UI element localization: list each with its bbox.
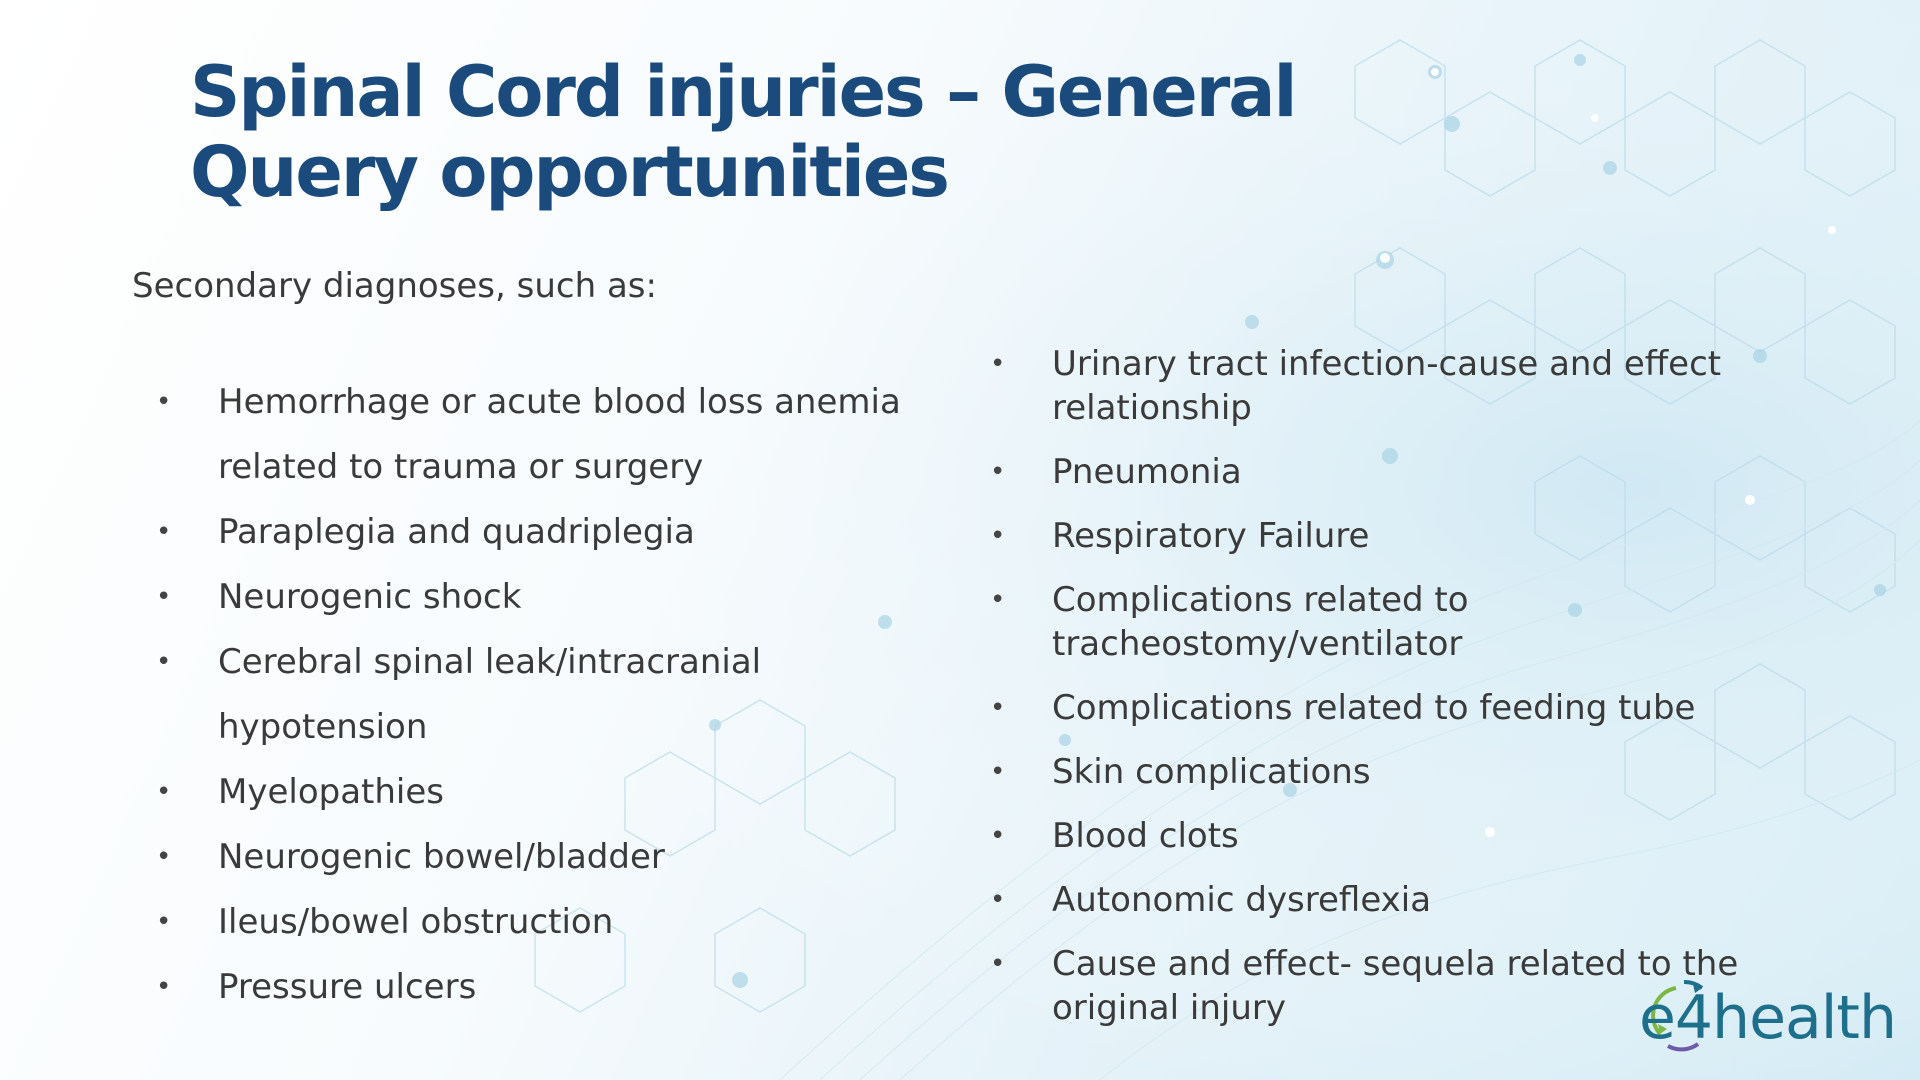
list-item	[990, 750, 1750, 794]
intro-text: Secondary diagnoses, such as:	[132, 266, 657, 306]
right-bullet-list	[990, 342, 1750, 1050]
bullet-icon: •	[156, 972, 172, 1002]
bullet-icon: •	[156, 387, 172, 417]
list-item-text: Hemorrhage or acute blood loss anemia related to trauma or surgery	[218, 382, 901, 487]
list-item-text: Neurogenic bowel/bladder	[218, 837, 665, 877]
list-item	[156, 825, 916, 890]
slide-title: Spinal Cord injuries – General Query opportunities	[190, 51, 1296, 213]
list-item-text: Cerebral spinal leak/intracranial hypotension	[218, 642, 762, 747]
list-item-text: Pneumonia	[1052, 452, 1242, 492]
list-item	[156, 955, 916, 1020]
list-item	[990, 814, 1750, 858]
logo-text: e4health	[1638, 983, 1896, 1053]
list-item-text: Cause and effect- sequela related to the original injury	[1052, 944, 1739, 1028]
list-item-text: Urinary tract infection-cause and effect relationship	[1052, 344, 1722, 428]
list-item	[156, 890, 916, 955]
left-bullet-list	[156, 370, 916, 1020]
list-item	[156, 500, 916, 565]
bullet-icon: •	[156, 517, 172, 547]
bullet-icon: •	[990, 349, 1006, 379]
list-item	[990, 878, 1750, 922]
bullet-icon: •	[990, 693, 1006, 723]
bullet-icon: •	[156, 907, 172, 937]
list-item	[156, 760, 916, 825]
list-item	[990, 514, 1750, 558]
bullet-icon: •	[156, 842, 172, 872]
list-item	[990, 942, 1750, 1030]
bullet-icon: •	[990, 521, 1006, 551]
bullet-icon: •	[990, 457, 1006, 487]
list-item-text: Blood clots	[1052, 816, 1239, 856]
list-item-text: Paraplegia and quadriplegia	[218, 512, 695, 552]
bullet-icon: •	[990, 757, 1006, 787]
bullet-icon: •	[156, 777, 172, 807]
list-item	[990, 342, 1750, 430]
list-item-text: Complications related to tracheostomy/ventilator	[1052, 580, 1469, 664]
list-item-text: Skin complications	[1052, 752, 1371, 792]
list-item	[156, 565, 916, 630]
bullet-icon: •	[990, 585, 1006, 615]
bullet-icon: •	[156, 647, 172, 677]
list-item-text: Ileus/bowel obstruction	[218, 902, 614, 942]
list-item-text: Pressure ulcers	[218, 967, 477, 1007]
list-item-text: Neurogenic shock	[218, 577, 522, 617]
list-item-text: Myelopathies	[218, 772, 444, 812]
bullet-icon: •	[990, 821, 1006, 851]
list-item-text: Autonomic dysreflexia	[1052, 880, 1432, 920]
list-item-text: Respiratory Failure	[1052, 516, 1370, 556]
list-item	[990, 578, 1750, 666]
bullet-icon: •	[156, 582, 172, 612]
list-item	[990, 450, 1750, 494]
list-item	[156, 370, 916, 500]
bullet-icon: •	[990, 949, 1006, 979]
e4health-logo	[1638, 974, 1896, 1054]
bullet-icon: •	[990, 885, 1006, 915]
list-item-text: Complications related to feeding tube	[1052, 688, 1696, 728]
list-item	[990, 686, 1750, 730]
list-item	[156, 630, 916, 760]
